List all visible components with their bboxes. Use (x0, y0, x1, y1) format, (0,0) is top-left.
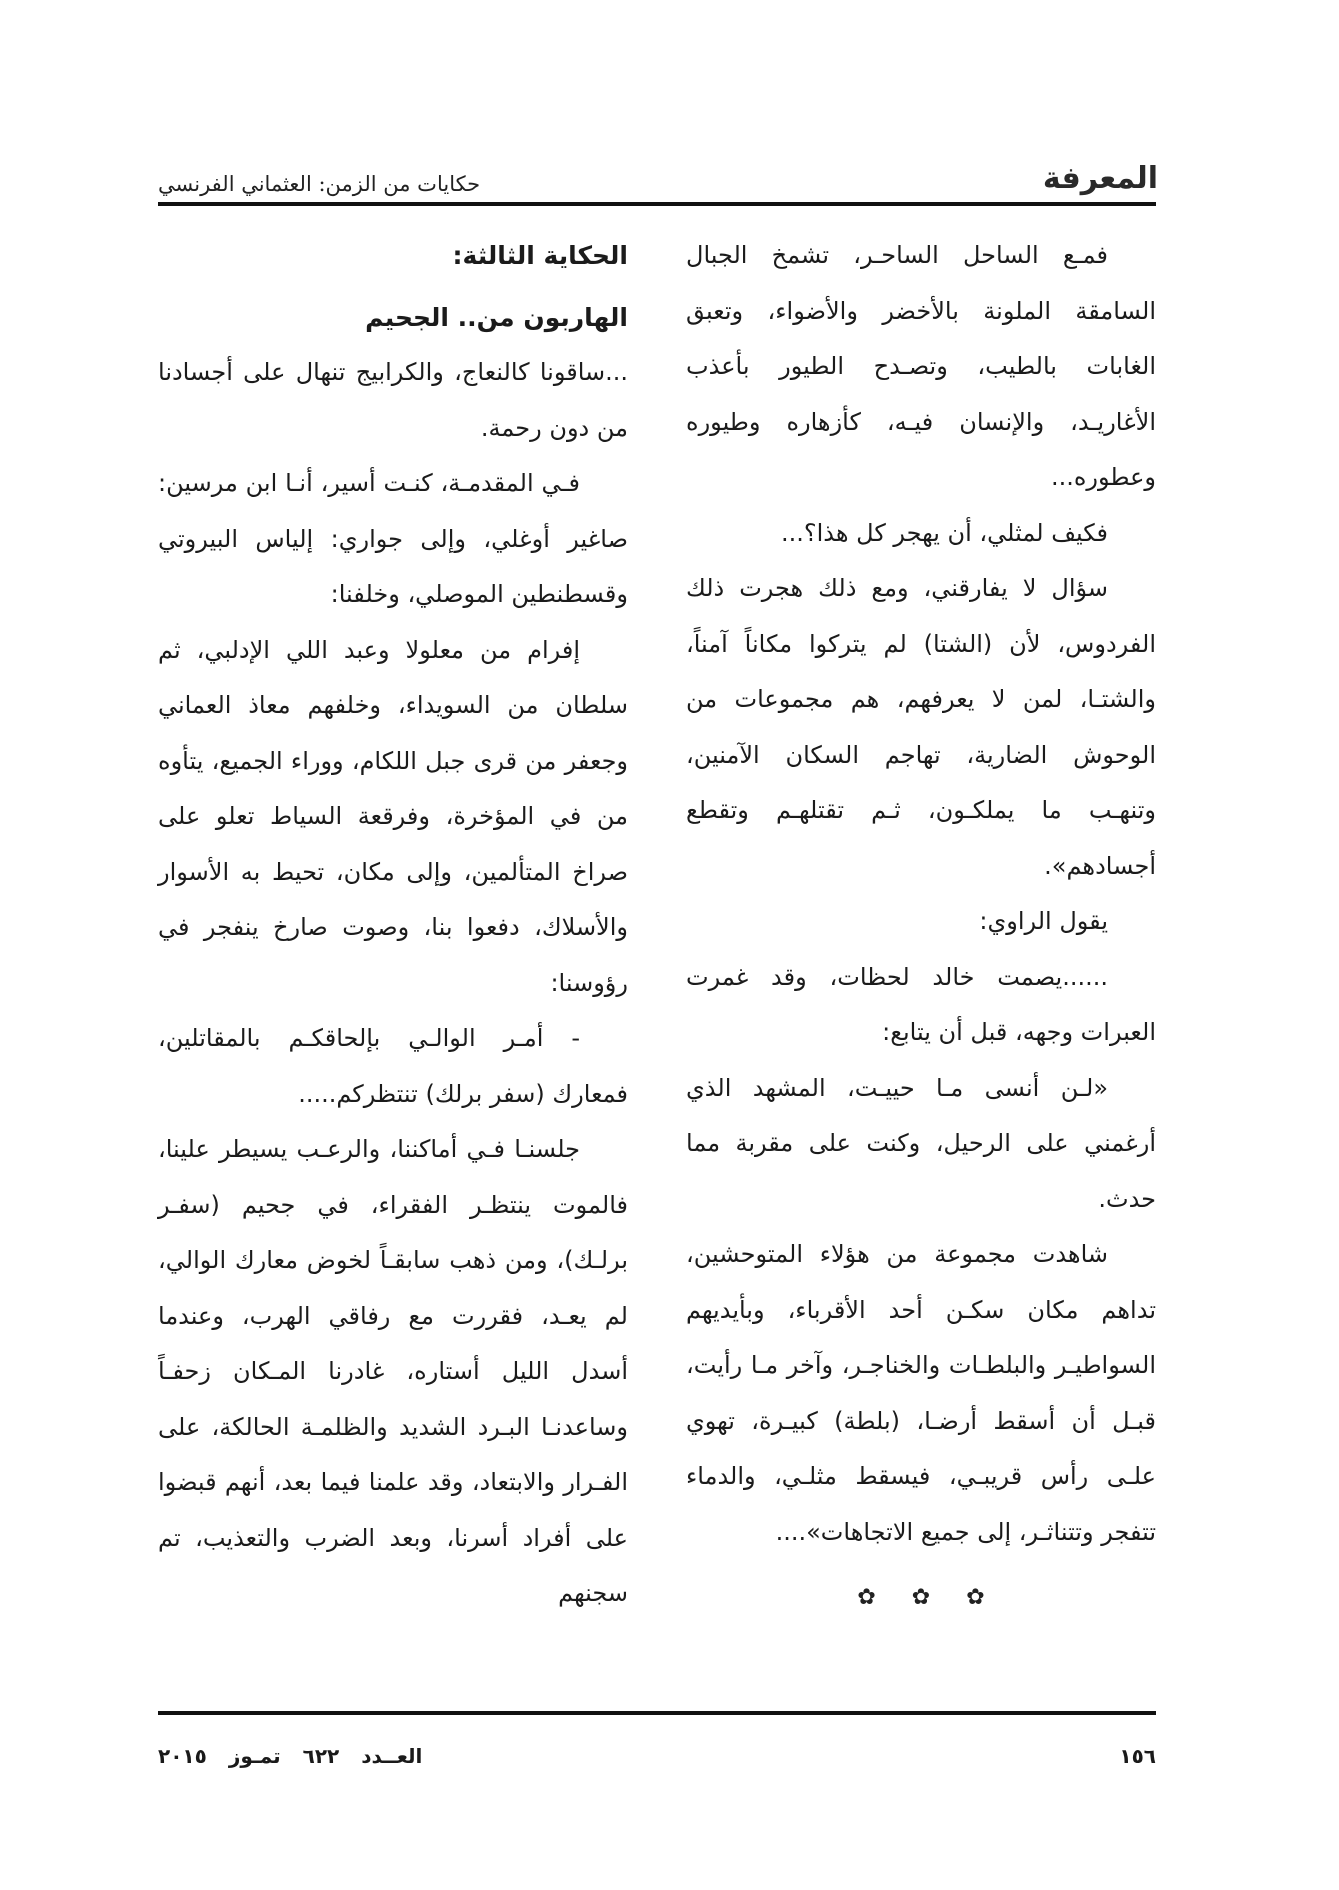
flower-ornament-icon: ✿ (966, 1585, 985, 1610)
paragraph: إفرام من معلولا وعبد اللي الإدلبي، ثم سلطان من السويداء، وخلفهم معاذ العماني وجعفر من قرى جبل اللكام، ووراء الجميع، يتأوه من في المؤخرة، وفرقعة السياط تعلو على صراخ المتألمين، وإلى مكان، تحيط به الأسوار والأسلاك، دفعوا بنا، وصوت صارخ ينفجر في رؤوسنا: (158, 635, 628, 997)
header-rule (158, 202, 1156, 206)
paragraph: فمـع الساحل الساحـر، تشمخ الجبال السامقة الملونة بالأخضر والأضواء، وتعبق الغابات بالطيب، وتصـدح الطيور بأعذب الأغاريـد، والإنسان فيـه، كأزهاره وطيوره وعطوره... (686, 241, 1156, 491)
paragraph: سؤال لا يفارقني، ومع ذلك هجرت ذلك الفردوس، لأن (الشتا) لم يتركوا مكاناً آمناً، والشتـا، لمن لا يعرفهم، هم مجموعات من الوحوش الضارية، تهاجم السكان الآمنين، وتنهـب ما يملكـون، ثـم تقتلهـم وتقطع أجسادهم». (686, 574, 1156, 880)
paragraph: فكيف لمثلي، أن يهجر كل هذا؟... (781, 518, 1108, 547)
issue-number: ٦٢٢ (302, 1744, 340, 1768)
paragraph: ...ساقونا كالنعاج، والكرابيج تنهال على أجسادنا من دون رحمة. (158, 358, 628, 442)
flower-ornament-icon: ✿ (911, 1585, 931, 1610)
paragraph: شاهدت مجموعة من هؤلاء المتوحشين، تداهم مكان سكـن أحد الأقرباء، وبأيديهم السواطيـر والبلطـات والخناجـر، وآخر مـا رأيت، قبـل أن أسقط أرضـا، (بلطة) كبيـرة، تهوي علـى رأس قريبـي، فيسقط مثلـي، والدماء تتفجر وتتناثـر، إلى جميع الاتجاهات».... (686, 1240, 1156, 1546)
paragraph: فـي المقدمـة، كنـت أسير، أنـا ابن مرسين: صاغير أوغلي، وإلى جواري: إلياس البيروتي وقسطنطين الموصلي، وخلفنا: (158, 469, 628, 608)
issue-info (158, 1744, 422, 1768)
left-column (158, 228, 628, 1622)
paragraph: - أمـر الوالـي بإلحاقكـم بالمقاتلين، فمعارك (سفر برلك) تنتظركم..... (158, 1024, 628, 1108)
right-column (686, 228, 1156, 1626)
paragraph: جلسنـا فـي أماكننا، والرعـب يسيطر علينا، فالموت ينتظـر الفقراء، في جحيم (سفـر برلـك)، ومن ذهب سابقـاً لخوض معارك الوالي، لم يعـد، فقررت مع رفاقي الهرب، وعندما أسدل الليل أستاره، غادرنا المـكان زحفـاً وساعدنـا البـرد الشديد والظلمـة الحالكة، على الفـرار والابتعاد، وقد علمنا فيما بعد، أنهم قبضوا على أفراد أسرنا، وبعد الضرب والتعذيب، تم سجنهم (158, 1135, 628, 1607)
footer-rule (158, 1711, 1156, 1715)
issue-month: تمـوز (228, 1744, 281, 1768)
story-title: الهاربون من.. الجحيم (365, 302, 628, 332)
paragraph: يقول الراوي: (979, 907, 1108, 935)
running-title: حكايات من الزمن: العثماني الفرنسي (158, 172, 481, 196)
flower-ornament-icon: ✿ (857, 1585, 876, 1610)
issue-year: ٢٠١٥ (158, 1744, 207, 1768)
page-header (158, 146, 1158, 196)
paragraph: «لـن أنسى مـا حييـت، المشهد الذي أرغمني على الرحيل، وكنت على مقربة مما حدث. (686, 1073, 1156, 1213)
page-number: ١٥٦ (1119, 1744, 1156, 1768)
paragraph: ......يصمت خالد لحظات، وقد غمرت العبرات وجهه، قبل أن يتابع: (686, 962, 1156, 1046)
issue-label: العــدد (361, 1744, 423, 1768)
section-heading: الحكاية الثالثة: (452, 241, 628, 270)
magazine-logo: المعرفة (1042, 161, 1158, 196)
page-footer (158, 1740, 1156, 1772)
section-ornaments (686, 1570, 1156, 1626)
